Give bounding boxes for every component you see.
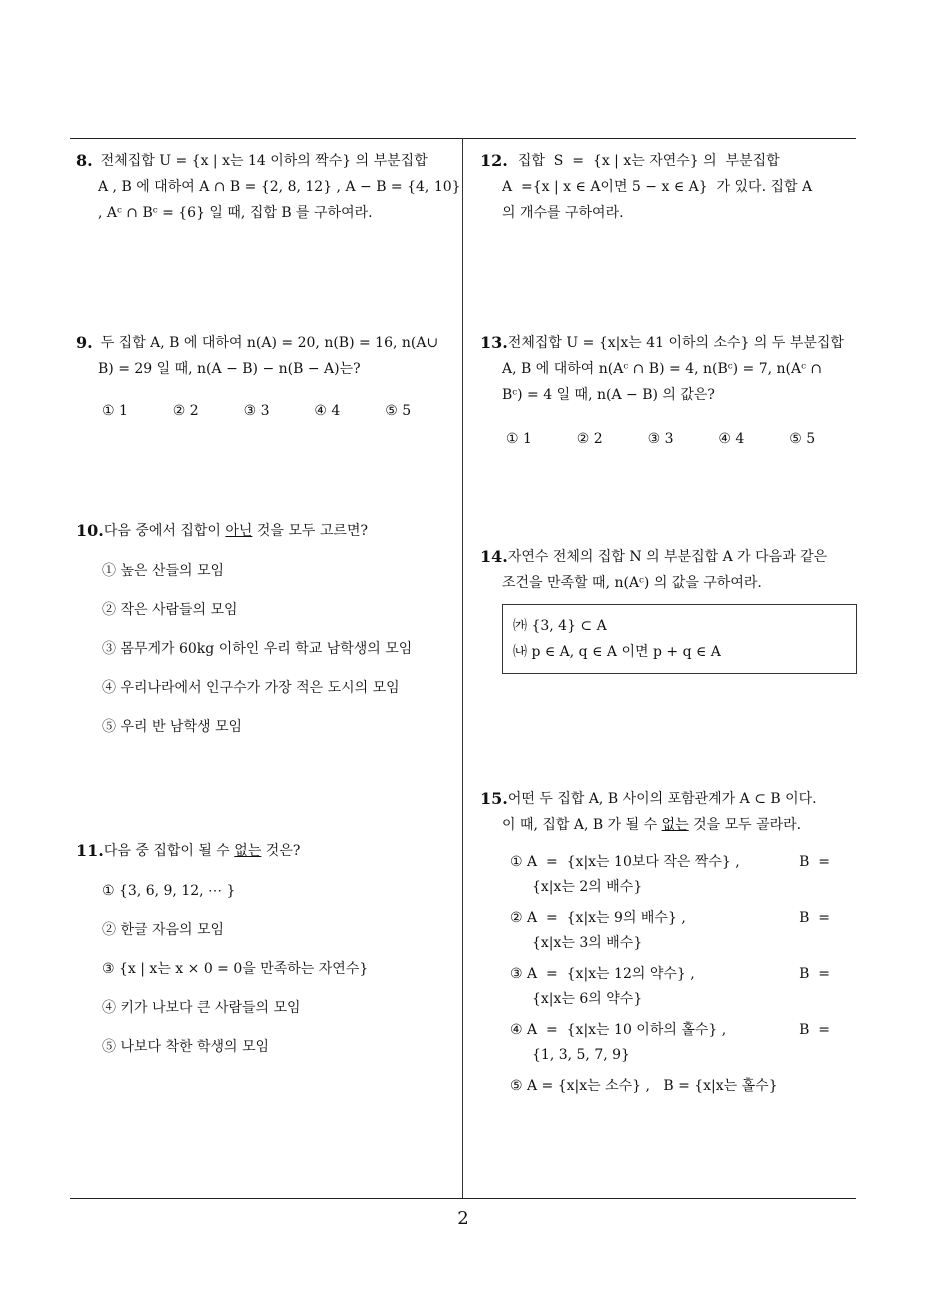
answer-options — [76, 558, 456, 740]
option-3: ③ 몸무게가 60kg 이하인 우리 학교 남학생의 모임 — [102, 641, 413, 657]
option-set-a: ④ A = {x|x는 10 이하의 홀수} , — [510, 1022, 727, 1038]
question-13 — [480, 330, 860, 452]
option-set-b-label: B = — [799, 966, 830, 982]
question-text-line — [480, 812, 860, 838]
option-5: ⑤ 5 — [789, 431, 816, 447]
question-text-line: A ={x | x ∈ A이면 5 − x ∈ A} 가 있다. 집합 A — [502, 179, 813, 195]
option-2: ② 한글 자음의 모임 — [102, 922, 225, 938]
column-divider — [462, 138, 463, 1198]
question-number: 8. — [76, 151, 93, 170]
question-number: 9. — [76, 333, 93, 352]
option-5: ⑤ 5 — [385, 403, 412, 419]
question-number: 14. — [480, 547, 508, 566]
stem-text: 다음 중 집합이 될 수 — [103, 843, 235, 859]
option-set-a: ③ A = {x|x는 12의 약수} , — [510, 966, 695, 982]
option-4: ④ 우리나라에서 인구수가 가장 적은 도시의 모임 — [102, 680, 400, 696]
answer-options — [480, 850, 860, 1099]
question-text — [104, 518, 368, 544]
option-4: ④ 4 — [718, 431, 745, 447]
question-10 — [76, 518, 456, 753]
option-5: ⑤ 우리 반 남학생 모임 — [102, 719, 242, 735]
option-set-b: {x|x는 2의 배수} — [532, 879, 643, 895]
question-text-line: 전체집합 U = {x|x는 41 이하의 소수} 의 두 부분집합 — [507, 335, 844, 351]
option-5 — [510, 1074, 860, 1099]
underlined-word: 아닌 — [225, 523, 253, 539]
question-number: 12. — [480, 151, 508, 170]
bottom-rule — [70, 1198, 856, 1199]
option-1: ① {3, 6, 9, 12, ⋯ } — [102, 883, 236, 899]
option-2: ② 작은 사람들의 모임 — [102, 602, 238, 618]
option-set-a: ⑤ A = {x|x는 소수} , B = {x|x는 홀수} — [510, 1078, 778, 1094]
answer-options — [76, 878, 456, 1060]
question-8 — [76, 148, 461, 226]
stem-text: 이 때, 집합 A, B 가 될 수 — [502, 817, 662, 833]
option-4: ④ 4 — [314, 403, 341, 419]
option-set-b-label: B = — [799, 854, 830, 870]
question-text — [104, 838, 301, 864]
option-set-a: ① A = {x|x는 10보다 작은 짝수} , — [510, 854, 740, 870]
stem-text: 것은? — [261, 843, 301, 859]
question-number: 10. — [76, 521, 104, 540]
question-text-line: 자연수 전체의 집합 N 의 부분집합 A 가 다음과 같은 — [507, 549, 828, 565]
underlined-word: 없는 — [661, 817, 689, 833]
question-9 — [76, 330, 456, 424]
option-1 — [510, 850, 860, 900]
question-11 — [76, 838, 456, 1073]
option-set-b: {1, 3, 5, 7, 9} — [532, 1047, 630, 1063]
option-2: ② 2 — [576, 431, 603, 447]
answer-options — [480, 426, 860, 452]
question-text-line: 의 개수를 구하여라. — [502, 205, 624, 221]
option-set-b: {x|x는 3의 배수} — [532, 935, 643, 951]
stem-text: 것을 모두 골라라. — [688, 817, 802, 833]
option-3: ③ 3 — [243, 403, 270, 419]
answer-options — [76, 398, 456, 424]
option-2: ② 2 — [172, 403, 199, 419]
underlined-word: 없는 — [234, 843, 262, 859]
option-set-b: {x|x는 6의 약수} — [532, 991, 643, 1007]
question-number: 15. — [480, 789, 508, 808]
top-rule — [70, 138, 856, 139]
question-text-line: 조건을 만족할 때, n(Aᶜ) 의 값을 구하여라. — [502, 575, 762, 591]
option-3: ③ {x | x는 x × 0 = 0을 만족하는 자연수} — [102, 961, 369, 977]
question-14 — [480, 544, 860, 674]
option-5: ⑤ 나보다 착한 학생의 모임 — [102, 1039, 270, 1055]
option-set-a: ② A = {x|x는 9의 배수} , — [510, 910, 686, 926]
question-12 — [480, 148, 860, 226]
stem-text: 다음 중에서 집합이 — [103, 523, 226, 539]
option-1: ① 1 — [506, 431, 532, 447]
page-number: 2 — [457, 1208, 469, 1229]
question-text-line: 전체집합 U = {x | x는 14 이하의 짝수} 의 부분집합 — [100, 153, 428, 169]
question-text-line: 어떤 두 집합 A, B 사이의 포함관계가 A ⊂ B 이다. — [507, 791, 817, 807]
question-text-line: B) = 29 일 때, n(A − B) − n(B − A)는? — [98, 361, 361, 377]
option-3: ③ 3 — [647, 431, 674, 447]
condition-na: ㈏ p ∈ A, q ∈ A 이면 p + q ∈ A — [513, 644, 721, 660]
question-text-line: 두 집합 A, B 에 대하여 n(A) = 20, n(B) = 16, n(A∪ — [100, 335, 439, 351]
option-4: ④ 키가 나보다 큰 사람들의 모임 — [102, 1000, 301, 1016]
stem-text: 것을 모두 고르면? — [252, 523, 368, 539]
option-set-b-label: B = — [799, 910, 830, 926]
question-text-line: 집합 S = {x | x는 자연수} 의 부분집합 — [517, 153, 780, 169]
condition-ga: ㈎ {3, 4} ⊂ A — [513, 618, 607, 634]
option-set-b-label: B = — [799, 1022, 830, 1038]
question-text-line: A , B 에 대하여 A ∩ B = {2, 8, 12} , A − B = {4, 10} — [98, 179, 461, 195]
question-text-line: , Aᶜ ∩ Bᶜ = {6} 일 때, 집합 B 를 구하여라. — [98, 205, 373, 221]
question-15 — [480, 786, 860, 1105]
question-number: 13. — [480, 333, 508, 352]
option-1: ① 높은 산들의 모임 — [102, 563, 225, 579]
option-4 — [510, 1018, 860, 1068]
question-text-line: Bᶜ) = 4 일 때, n(A − B) 의 값은? — [502, 387, 715, 403]
question-text-line: A, B 에 대하여 n(Aᶜ ∩ B) = 4, n(Bᶜ) = 7, n(Aᶜ ∩ — [502, 361, 823, 377]
option-2 — [510, 906, 860, 956]
question-number: 11. — [76, 841, 104, 860]
condition-box — [502, 604, 857, 674]
option-1: ① 1 — [102, 403, 128, 419]
option-3 — [510, 962, 860, 1012]
